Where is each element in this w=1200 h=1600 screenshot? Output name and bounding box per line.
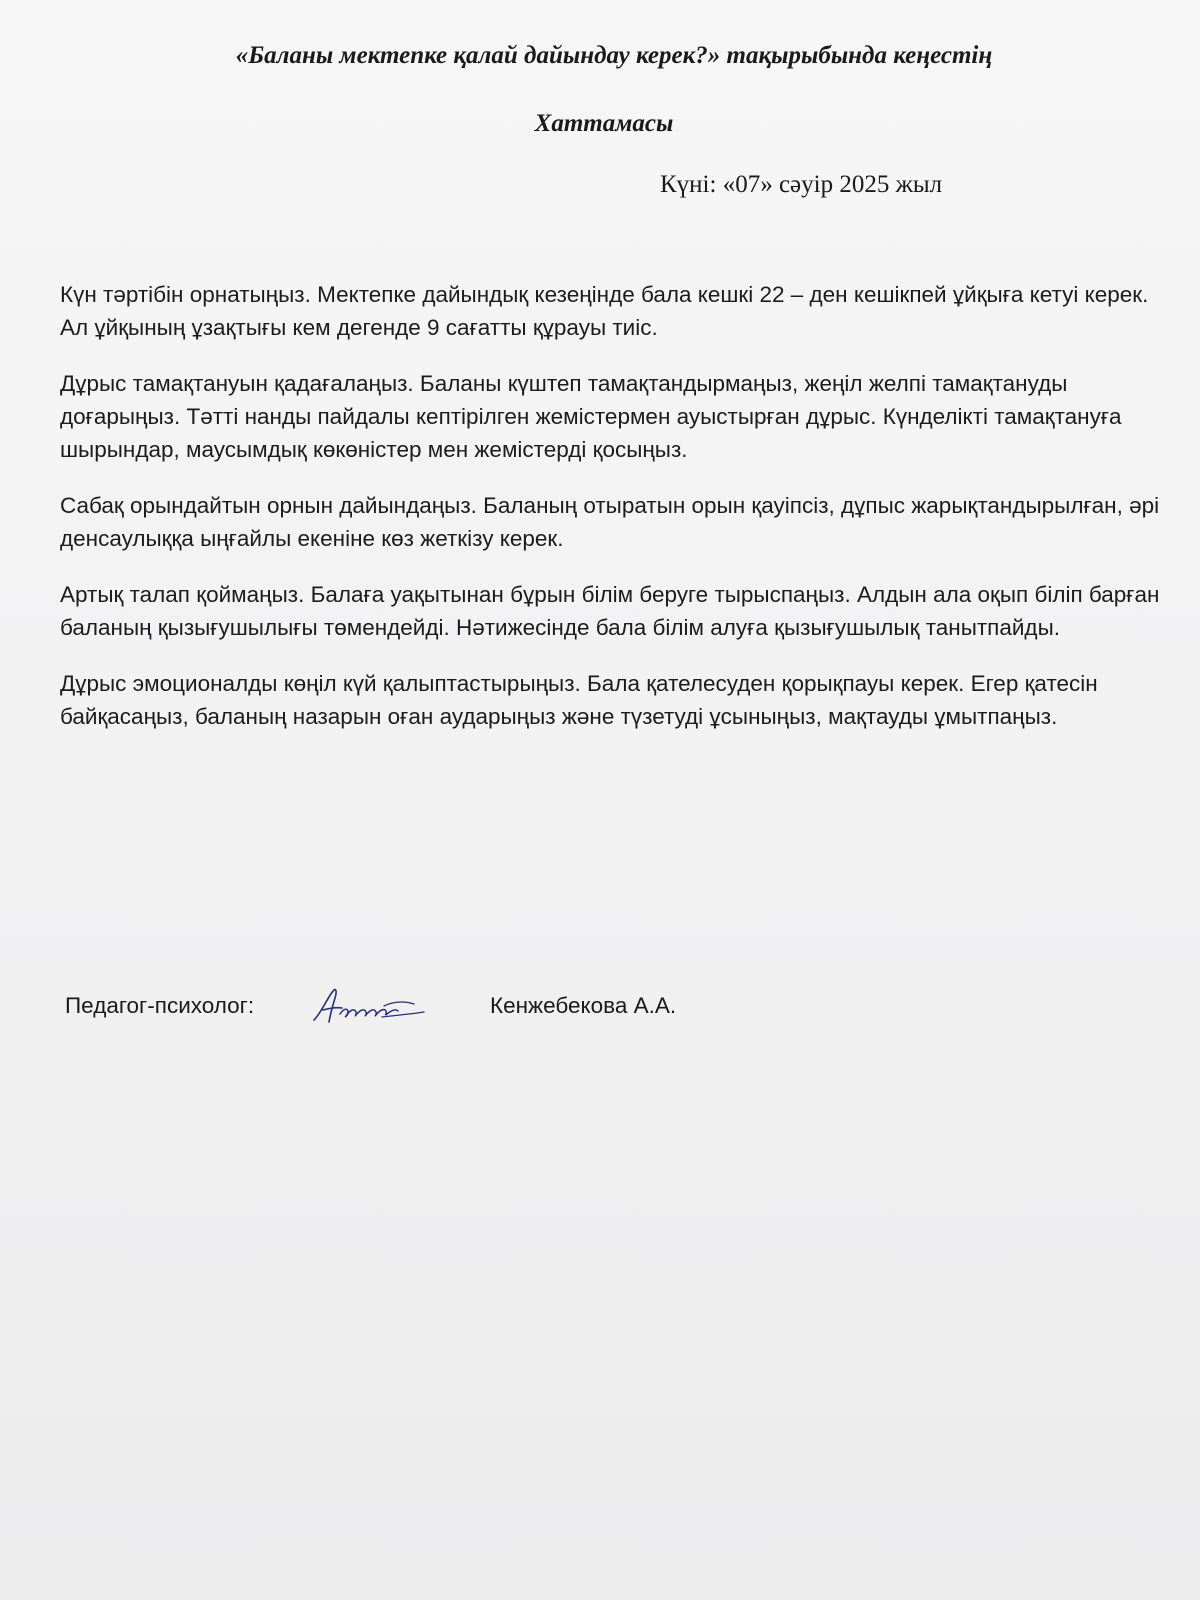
document-body bbox=[60, 278, 1160, 756]
paragraph-study-place: Сабақ орындайтын орнын дайындаңыз. Баланың отыратын орын қауіпсіз, дұпыс жарықтандырылған, әрі денсаулыққа ыңғайлы екеніне көз жеткізу керек. bbox=[60, 493, 1160, 551]
signature-name: Кенжебекова А.А. bbox=[490, 993, 677, 1018]
paragraph-emotional-state: Дұрыс эмоционалды көңіл күй қалыптастырыңыз. Бала қателесуден қорықпауы керек. Егер қатесін байқасаңыз, баланың назарын оған аударыңыз және түзетуді ұсыныңыз, мақтауды ұмытпаңыз. bbox=[60, 671, 1098, 729]
signature-role-label: Педагог-психолог: bbox=[65, 993, 255, 1018]
document-title: «Баланы мектепке қалай дайындау керек?» тақырыбында кеңестің bbox=[235, 42, 993, 69]
paragraph-nutrition: Дұрыс тамақтануын қадағалаңыз. Баланы күштеп тамақтандырмаңыз, жеңіл желпі тамақтануды доғарыңыз. Тәтті нанды пайдалы кептірілген жемістермен ауыстырған дұрыс. Күнделікті тамақтануға шырындар, маусымдық көкөністер мен жемістерді қосыңыз. bbox=[60, 371, 1122, 462]
handwritten-signature bbox=[310, 982, 430, 1028]
paragraph-daily-routine: Күн тәртібін орнатыңыз. Мектепке дайындық кезеңінде бала кешкі 22 – ден кешікпей ұйқыға кетуі керек. Ал ұйқының ұзақтығы кем дегенде 9 сағатты құрауы тиіс. bbox=[60, 282, 1149, 340]
paragraph-expectations: Артық талап қоймаңыз. Балаға уақытынан бұрын білім беруге тырыспаңыз. Алдын ала оқып біліп барған баланың қызығушылығы төмендейді. Нәтижесінде бала білім алуға қызығушылық танытпайды. bbox=[60, 582, 1160, 640]
document-date: Күні: «07» сәуір 2025 жыл bbox=[660, 171, 943, 198]
document-subtitle: Хаттамасы bbox=[534, 110, 674, 137]
